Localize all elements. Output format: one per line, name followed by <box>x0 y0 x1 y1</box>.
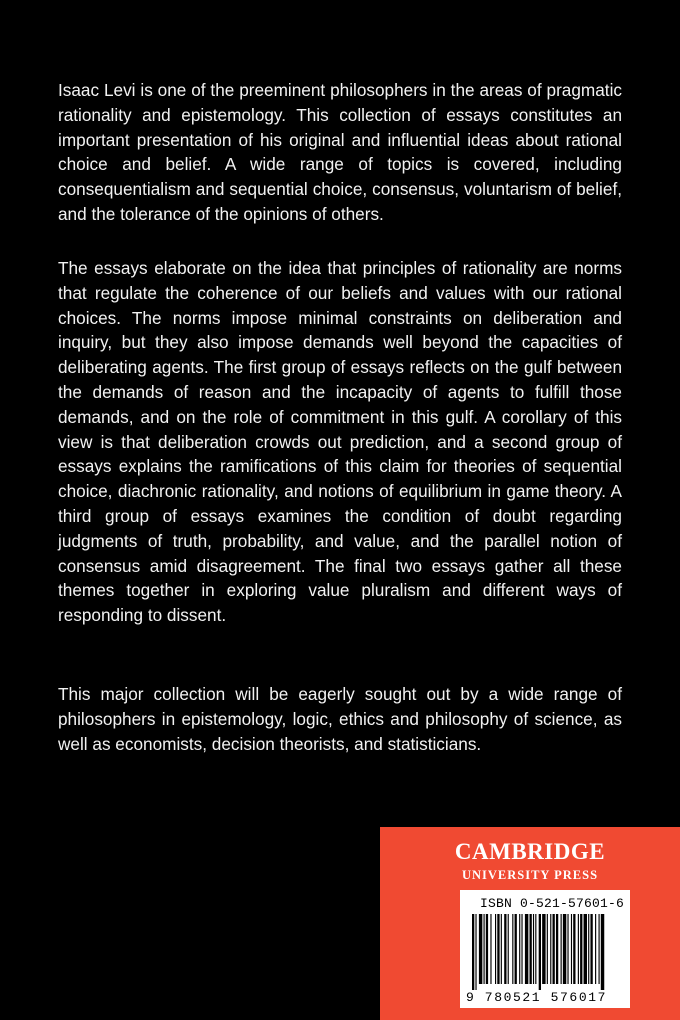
blurb-paragraph-2: The essays elaborate on the idea that principles of rationality are norms that regulate the coherence of our beliefs and values with our rational choices. The norms impose minimal constraints on deliberation and inquiry, but they also impose demands well beyond the capacities of deliberating agents. The first group of essays reflects on the gulf between the demands of reason and the incapacity of agents to fulfill those demands, and on the role of commitment in this gulf. A corollary of this view is that deliberation crowds out prediction, and a second group of essays explains the ramifications of this claim for theories of sequential choice, diachronic rationality, and notions of equilibrium in game theory. A third group of essays examines the condition of doubt regarding judgments of truth, probability, and value, and the parallel notion of consensus amid disagreement. The final two essays gather all these themes together in exploring value pluralism and different ways of responding to dissent. <box>58 258 622 626</box>
blurb-paragraph-1: Isaac Levi is one of the preeminent philosophers in the areas of pragmatic rationality and epistemology. This collection of essays constitutes an important presentation of his original and influential ideas about rational choice and belief. A wide range of topics is covered, including consequentialism and sequential choice, consensus, voluntarism of belief, and the tolerance of the opinions of others. <box>58 80 622 224</box>
publisher-name: CAMBRIDGE <box>454 839 606 864</box>
barcode-digits: 9 780521 576017 <box>466 990 608 1005</box>
barcode-icon <box>466 914 626 990</box>
publisher-subtitle: UNIVERSITY PRESS <box>461 868 599 882</box>
isbn-label: ISBN 0-521-57601-6 <box>480 896 625 911</box>
blurb-paragraph-3: This major collection will be eagerly sought out by a wide range of philosophers in epistemology, logic, ethics and philosophy of science, as well as economists, decision theorists, and statisticians. <box>58 684 622 754</box>
